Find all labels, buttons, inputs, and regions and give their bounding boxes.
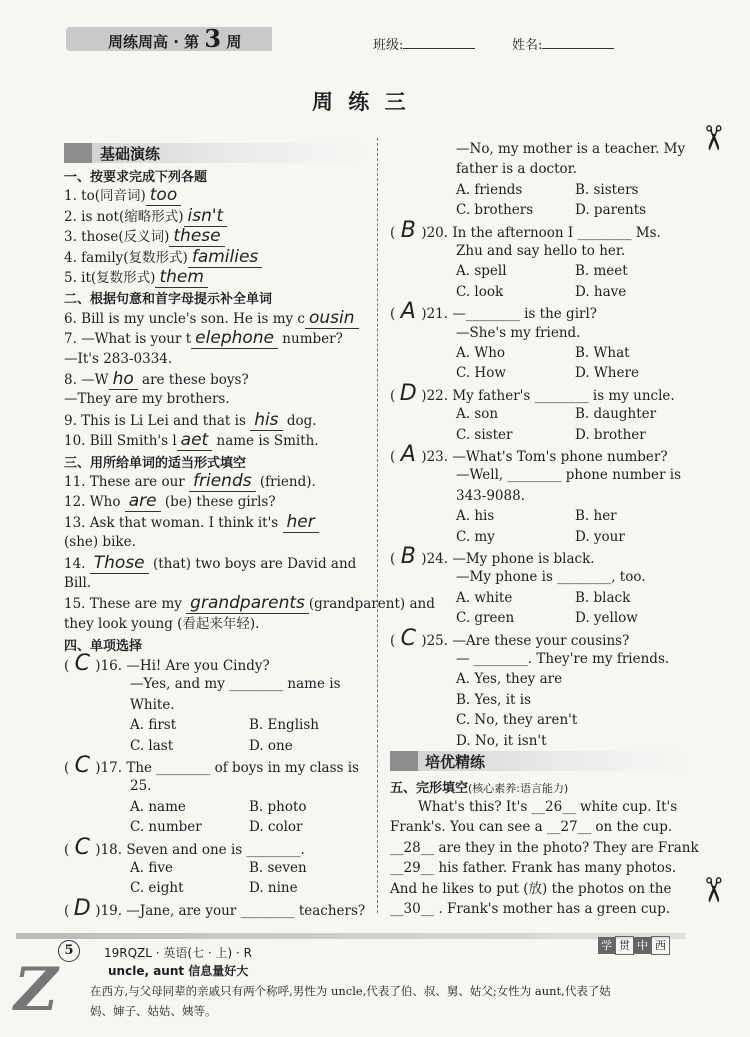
handwritten-answer: C <box>74 651 90 676</box>
mc-question: ( A )23. —What's Tom's phone number? <box>390 442 668 467</box>
section-title-basic: 基础演练 <box>100 145 161 163</box>
handwritten-answer: her <box>286 511 315 532</box>
section-bar-mark <box>64 143 92 163</box>
option: D. your <box>575 528 625 545</box>
question-line: —It's 283-0334. <box>64 350 173 367</box>
option: C. last <box>130 737 174 754</box>
question-text: (that) two boys are David and <box>148 555 357 572</box>
question-line <box>64 411 317 431</box>
handwritten-answer: D <box>399 380 417 406</box>
question-stem: 23. —What's Tom's phone number? <box>426 449 668 465</box>
question-line <box>64 227 225 247</box>
question-line: —Well, ________ phone number is <box>456 467 682 484</box>
option: C. green <box>456 610 515 627</box>
page-title: 周 练 三 <box>312 90 410 114</box>
option: D. have <box>575 283 627 300</box>
mc-question: ( B )24. —My phone is black. <box>390 544 595 569</box>
option: D. parents <box>575 202 647 219</box>
handwritten-answer: C <box>74 834 90 860</box>
mc-question: ( D )22. My father's ________ is my uncle. <box>390 380 675 406</box>
option: D. brother <box>575 426 646 443</box>
handwritten-answer: them <box>159 267 204 287</box>
question-text: number? <box>278 331 343 348</box>
footer-rule <box>16 933 686 939</box>
question-stem: 20. In the afternoon I ________ Ms. <box>426 224 661 241</box>
option: A. son <box>456 406 499 423</box>
option: C. number <box>130 819 202 836</box>
question-line: —She's my friend. <box>456 324 581 341</box>
handwritten-answer: A <box>400 442 416 467</box>
question-line: 343-9088. <box>456 487 525 504</box>
question-line: Zhu and say hello to her. <box>456 243 626 259</box>
option: A. white <box>456 589 513 606</box>
question-line: — ________. They're my friends. <box>456 651 670 667</box>
brand-char: 贯 <box>615 936 634 955</box>
question-text: 2. is not(缩略形式) <box>64 208 184 225</box>
section-title-advanced: 培优精练 <box>425 753 486 771</box>
question-text: 8. —W <box>64 372 109 388</box>
option: B. Yes, it is <box>456 691 532 708</box>
mc-question: ( C )16. —Hi! Are you Cindy? <box>64 651 270 676</box>
question-line: —No, my mother is a teacher. My <box>456 141 686 157</box>
question-line <box>64 472 316 492</box>
mc-question: ( C )25. —Are these your cousins? <box>390 625 630 651</box>
tip-title: uncle, aunt 信息量好大 <box>108 964 249 978</box>
section-heading: 二、根据句意和首字母提示补全单词 <box>64 292 273 308</box>
question-text: 1. to(同音词) <box>64 188 146 205</box>
section-bar-mark <box>390 751 418 771</box>
question-text: 13. Ask that woman. I think it's <box>64 514 283 531</box>
cloze-line: __30__ . Frank's mother has a green cup. <box>390 901 671 917</box>
brand-char: 西 <box>651 936 670 955</box>
section-heading: 三、用所给单词的适当形式填空 <box>64 455 247 471</box>
option: D. one <box>249 737 293 754</box>
cloze-title: 五、完形填空 <box>390 781 469 796</box>
mc-question: ( C )17. The ________ of boys in my class is <box>64 753 359 778</box>
tip-body-2: 妈、婶子、姑姑、姨等。 <box>90 1004 217 1018</box>
handwritten-answer: ho <box>112 369 134 389</box>
cloze-line: And he likes to put (放) the photos on the <box>390 880 672 897</box>
question-line: Bill. <box>64 575 92 591</box>
option: C. brothers <box>456 202 534 219</box>
handwritten-answer: Those <box>93 552 145 573</box>
tip-letter: Z <box>14 955 58 1025</box>
question-text: dog. <box>282 412 317 429</box>
handwritten-answer: C <box>74 753 90 778</box>
question-line <box>64 186 181 206</box>
question-line <box>64 594 435 614</box>
question-stem: 25. —Are these your cousins? <box>426 632 630 649</box>
handwritten-answer: D <box>73 895 91 921</box>
question-line: they look young (看起来年轻). <box>64 615 260 632</box>
option: C. How <box>456 365 506 382</box>
class-field[interactable]: 班级: <box>373 34 475 53</box>
question-stem: 19. —Jane, are your ________ teachers? <box>100 902 366 919</box>
cloze-heading <box>390 777 568 796</box>
column-divider <box>377 138 378 913</box>
question-line <box>64 268 208 288</box>
page-number: 5 <box>58 940 80 962</box>
option: A. Yes, they are <box>456 671 563 688</box>
option: B. meet <box>575 263 628 280</box>
question-line <box>64 431 319 451</box>
handwritten-answer: isn't <box>187 205 224 226</box>
handwritten-answer: C <box>400 625 416 651</box>
handwritten-answer: aet <box>180 430 209 451</box>
question-stem: 17. The ________ of boys in my class is <box>100 760 359 776</box>
mc-question: ( C )18. Seven and one is ________. <box>64 834 305 860</box>
question-line <box>64 248 262 268</box>
brand-char: 学 <box>598 937 615 954</box>
handwritten-answer: friends <box>193 471 252 491</box>
question-text: are these boys? <box>137 372 249 388</box>
question-stem: 16. —Hi! Are you Cindy? <box>100 658 270 674</box>
question-stem: 24. —My phone is black. <box>426 551 595 567</box>
option: A. first <box>130 717 177 734</box>
question-text: 6. Bill is my uncle's son. He is my c <box>64 310 305 327</box>
section-heading: 四、单项选择 <box>64 639 143 655</box>
question-line: White. <box>130 696 175 713</box>
question-text: 9. This is Li Lei and that is <box>64 412 251 429</box>
option: D. No, it isn't <box>456 732 547 749</box>
question-stem: 22. My father's ________ is my uncle. <box>426 387 675 404</box>
brand-char: 中 <box>634 937 651 954</box>
cloze-tag: (核心素养:语言能力) <box>468 782 569 795</box>
question-line: father is a doctor. <box>456 161 577 178</box>
question-line <box>64 309 359 329</box>
cloze-line: __28__ are they in the photo? They are Frank <box>390 839 699 856</box>
question-line: (she) bike. <box>64 534 136 551</box>
option: C. sister <box>456 426 513 443</box>
handwritten-answer: ousin <box>308 307 355 328</box>
question-text: 12. Who <box>64 494 125 511</box>
option: B. seven <box>249 860 307 876</box>
handwritten-answer: B <box>400 544 416 569</box>
question-text: 3. those(反义词) <box>64 229 170 246</box>
option: C. No, they aren't <box>456 712 578 729</box>
option: A. spell <box>456 263 507 280</box>
handwritten-answer: grandparents <box>190 593 305 614</box>
option: B. photo <box>249 798 307 815</box>
question-text: 15. These are my <box>64 596 187 613</box>
handwritten-answer: these <box>173 226 221 247</box>
question-line: —My phone is ________, too. <box>456 569 646 586</box>
handwritten-answer: elephone <box>195 328 275 349</box>
question-line: —They are my brothers. <box>64 391 230 408</box>
question-line <box>64 207 227 227</box>
question-stem: 21. —________ is the girl? <box>426 306 598 323</box>
handwritten-answer: families <box>191 246 259 267</box>
handwritten-answer: A <box>400 299 416 325</box>
handwritten-answer: his <box>254 409 279 430</box>
question-text: (be) these girls? <box>160 494 276 511</box>
question-line: 25. <box>130 778 152 795</box>
option: D. nine <box>249 880 298 897</box>
option: A. his <box>456 508 495 525</box>
scissors-icon: ✂ <box>692 123 733 153</box>
option: C. eight <box>130 880 184 897</box>
question-line <box>64 329 343 349</box>
mc-question: ( D )19. —Jane, are your ________ teachers? <box>64 895 366 921</box>
option: B. What <box>575 345 630 361</box>
cloze-line: Frank's. You can see a __27__ on the cup. <box>390 819 673 836</box>
scissors-icon: ✂ <box>692 875 733 905</box>
option: A. name <box>130 798 186 815</box>
book-code: 19RQZL · 英语(七 · 上) · R <box>104 946 252 960</box>
question-line <box>64 513 319 533</box>
question-text: 11. These are our <box>64 474 190 490</box>
question-text: 10. Bill Smith's l <box>64 433 177 450</box>
question-text: 5. it(复数形式) <box>64 270 156 286</box>
mc-question: ( B )20. In the afternoon I ________ Ms. <box>390 217 661 243</box>
option: D. Where <box>575 365 639 382</box>
option: A. friends <box>456 181 523 198</box>
question-text: 14. <box>64 555 90 572</box>
section-heading: 一、按要求完成下列各题 <box>64 170 208 185</box>
handwritten-answer: B <box>400 217 416 243</box>
option: B. daughter <box>575 406 657 423</box>
option: D. color <box>249 819 303 836</box>
option: A. five <box>130 860 173 876</box>
option: C. look <box>456 283 504 300</box>
tip-body-1: 在西方,与父母同辈的亲戚只有两个称呼,男性为 uncle,代表了伯、叔、舅、姑父;女性为 aunt,代表了姑 <box>90 984 611 998</box>
option: B. her <box>575 508 617 525</box>
mc-question: ( A )21. —________ is the girl? <box>390 299 598 325</box>
question-text: 7. —What is your t <box>64 331 192 348</box>
option: A. Who <box>456 345 506 361</box>
option: B. sisters <box>575 181 639 198</box>
name-field[interactable]: 姓名: <box>512 34 614 53</box>
handwritten-answer: are <box>128 491 157 512</box>
brand-stamp <box>598 934 670 955</box>
question-line <box>64 370 249 390</box>
option: D. yellow <box>575 610 638 627</box>
option: C. my <box>456 528 495 545</box>
question-text: (grandparent) and <box>308 596 435 613</box>
option: B. English <box>249 717 319 734</box>
question-line <box>64 492 276 512</box>
cloze-line: What's this? It's __26__ white cup. It's <box>418 799 678 815</box>
option: B. black <box>575 589 631 606</box>
question-stem: 18. Seven and one is ________. <box>100 841 305 858</box>
question-line <box>64 554 356 574</box>
question-text: (friend). <box>255 474 316 490</box>
header-tab-text: 周练周高 · 第 3 周 <box>108 24 242 53</box>
handwritten-answer: too <box>149 185 178 206</box>
question-text: name is Smith. <box>212 433 319 450</box>
cloze-line: __29__ his father. Frank has many photos. <box>390 860 677 877</box>
question-line: —Yes, and my ________ name is <box>130 676 341 693</box>
question-text: 4. family(复数形式) <box>64 249 188 266</box>
